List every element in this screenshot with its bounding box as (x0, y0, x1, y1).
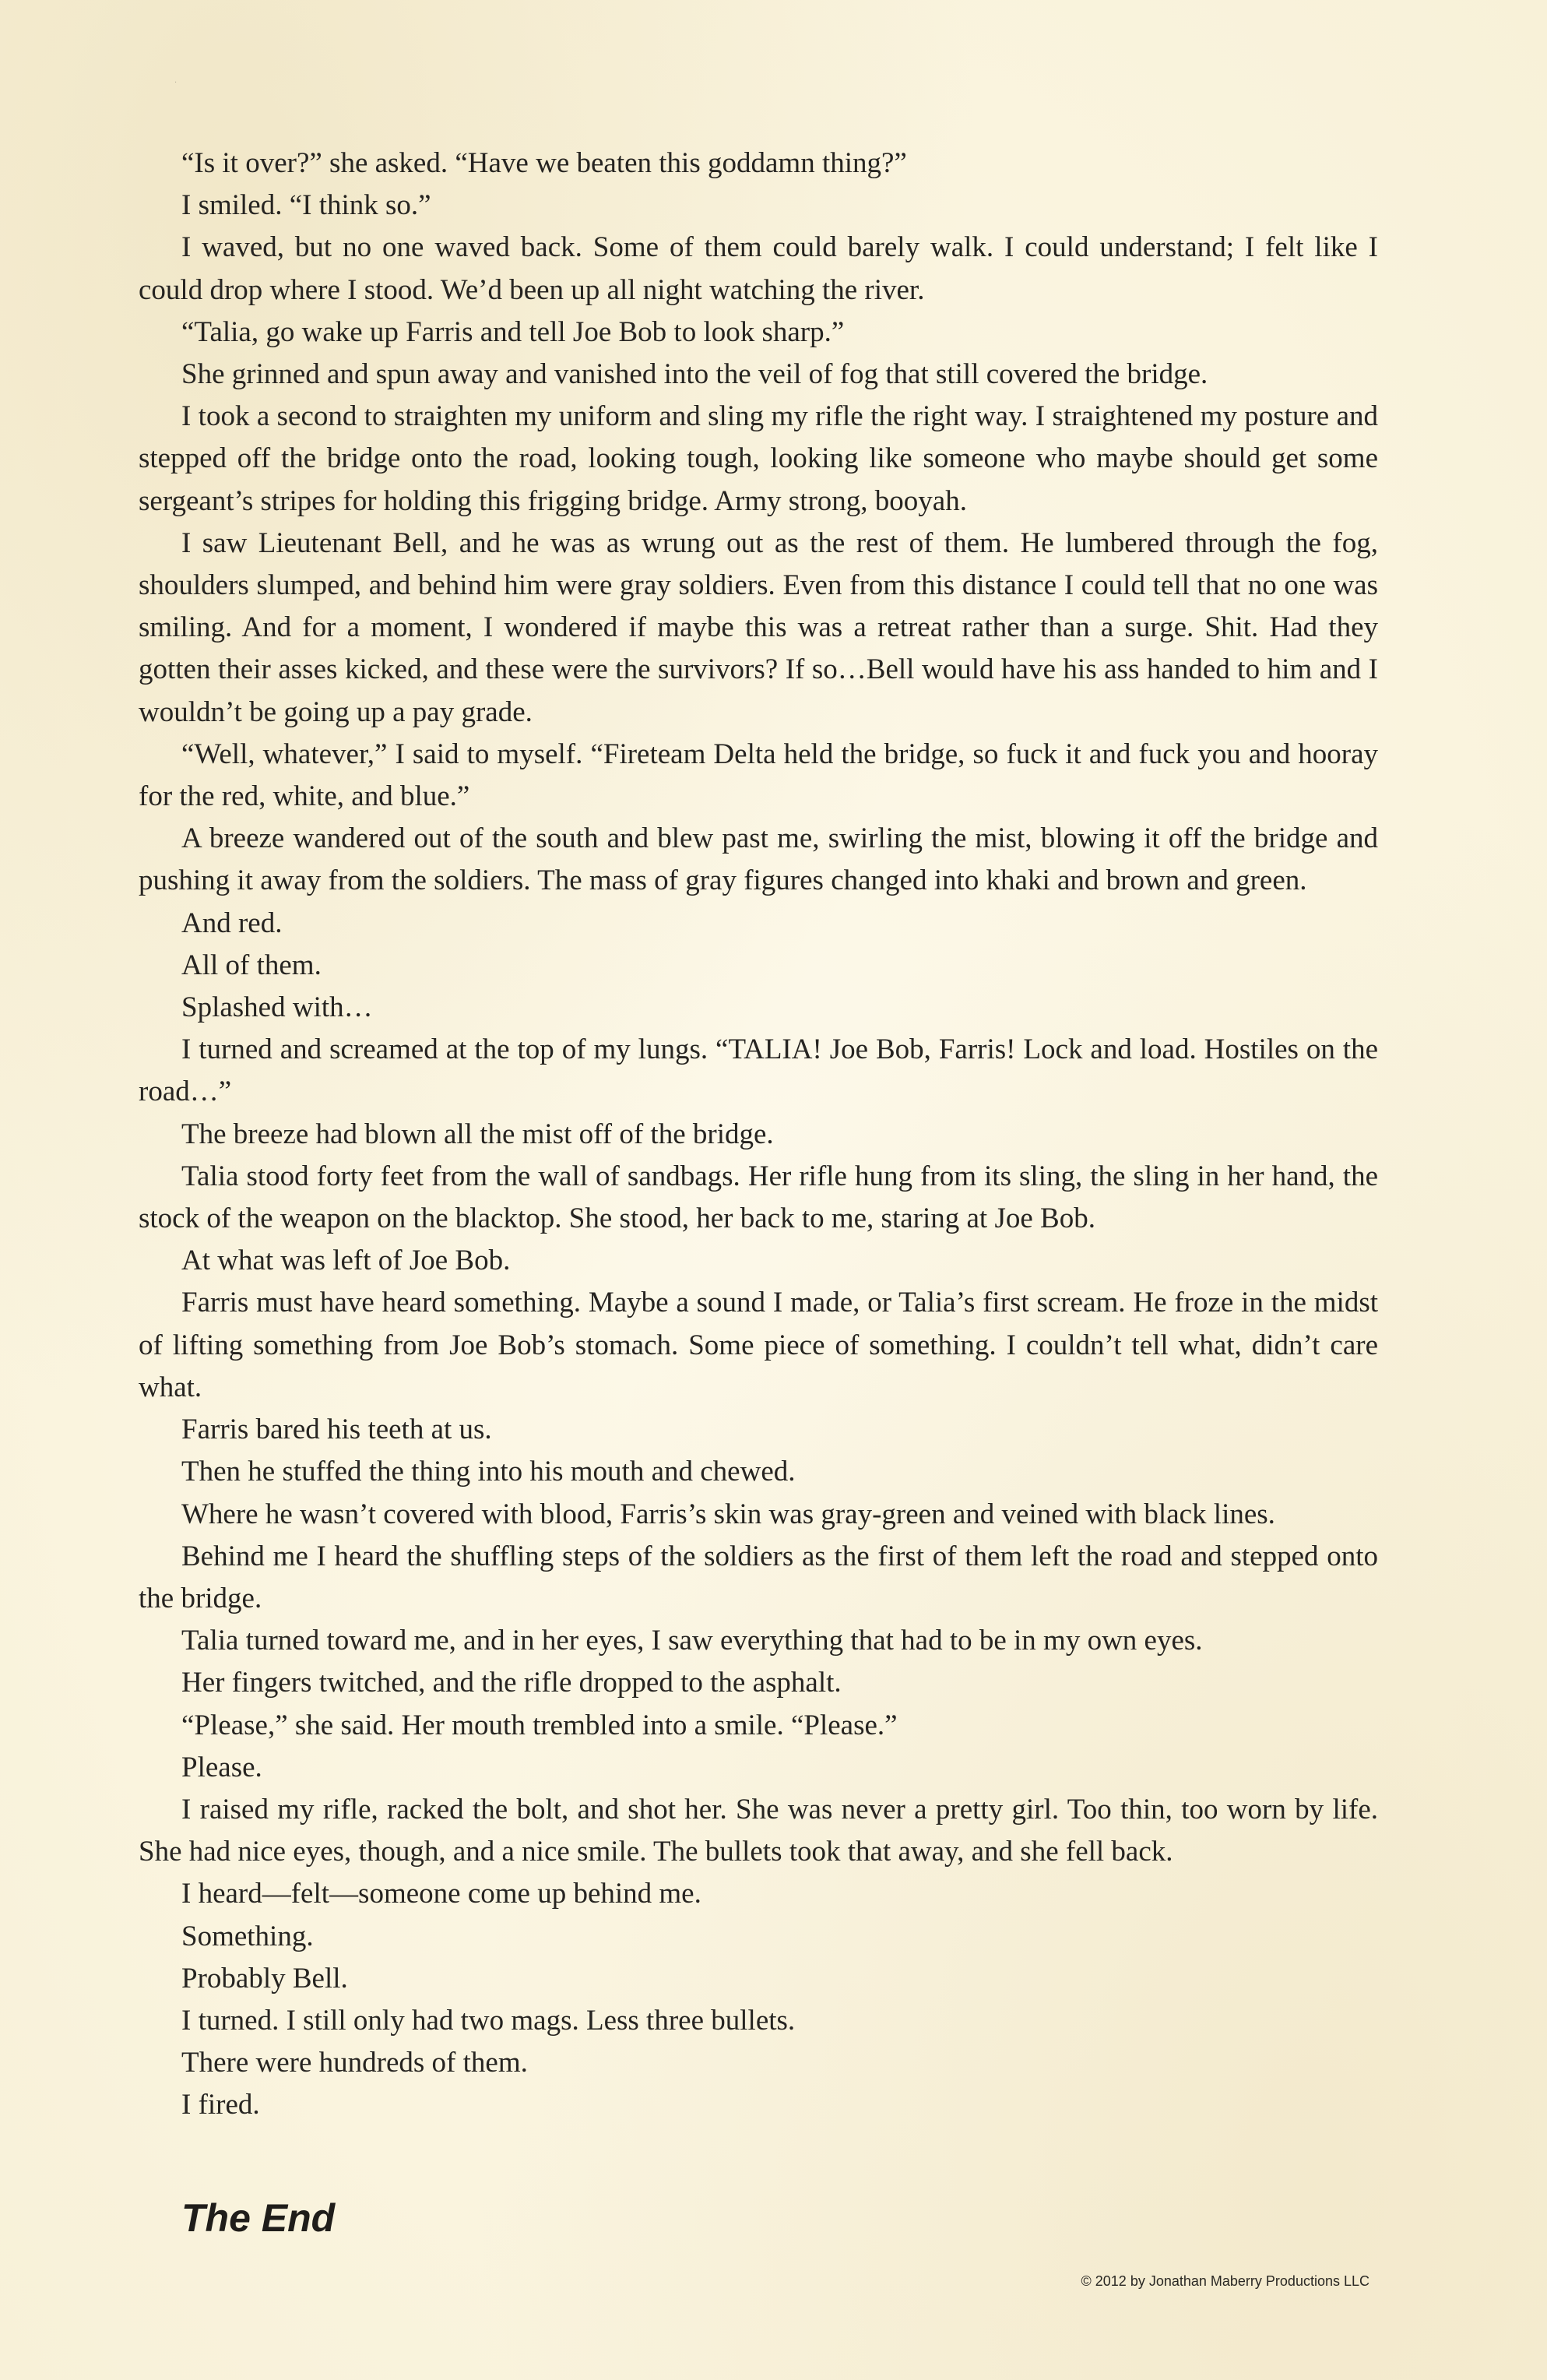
paragraph: “Talia, go wake up Farris and tell Joe Bob to look sharp.” (181, 315, 845, 348)
paragraph: Something. (181, 1920, 314, 1952)
page-speck: · (174, 79, 178, 87)
paragraph: Where he wasn’t covered with blood, Farris’s skin was gray-green and veined with black lines. (181, 1498, 1275, 1530)
copyright-notice: © 2012 by Jonathan Maberry Productions LLC (1081, 2273, 1369, 2289)
paragraph: I smiled. “I think so.” (181, 189, 431, 222)
paragraph: Please. (181, 1751, 262, 1783)
paragraph: “Is it over?” she asked. “Have we beaten this goddamn thing?” (181, 147, 907, 179)
paragraph: I took a second to straighten my uniform and sling my rifle the right way. I straightened my posture and stepped off the bridge onto the road, looking tough, looking like someone who maybe should get some sergeant’s stripes for holding this frigging bridge. Army strong, booyah. (139, 400, 1378, 517)
paragraph: There were hundreds of them. (181, 2047, 528, 2079)
paragraph: Her fingers twitched, and the rifle dropped to the asphalt. (181, 1667, 842, 1699)
paragraph: I raised my rifle, racked the bolt, and shot her. She was never a pretty girl. Too thin, too worn by life. She had nice eyes, though, and a nice smile. The bullets took that away, and she fell back. (139, 1793, 1378, 1868)
paragraph: At what was left of Joe Bob. (181, 1245, 511, 1277)
paragraph: Behind me I heard the shuffling steps of the soldiers as the first of them left the road and stepped onto the bridge. (139, 1540, 1378, 1614)
paragraph: I turned. I still only had two mags. Less three bullets. (181, 2004, 796, 2037)
story-text (139, 143, 1378, 2127)
paragraph: All of them. (181, 949, 322, 981)
paragraph: Talia turned toward me, and in her eyes, I saw everything that had to be in my own eyes. (181, 1625, 1203, 1657)
paragraph: Farris bared his teeth at us. (181, 1414, 492, 1446)
paragraph: She grinned and spun away and vanished into the veil of fog that still covered the bridge. (181, 358, 1208, 391)
paragraph: Farris must have heard something. Maybe a sound I made, or Talia’s first scream. He froze in the midst of lifting something from Joe Bob’s stomach. Some piece of something. I couldn’t tell what, didn’t care what. (139, 1287, 1378, 1403)
paragraph: The breeze had blown all the mist off of the bridge. (181, 1118, 774, 1150)
paragraph: I waved, but no one waved back. Some of them could barely walk. I could understand; I felt like I could drop where I stood. We’d been up all night watching the river. (139, 231, 1378, 306)
paragraph: I fired. (181, 2089, 260, 2121)
paragraph: Probably Bell. (181, 1962, 348, 1994)
paragraph: Talia stood forty feet from the wall of sandbags. Her rifle hung from its sling, the sling in her hand, the stock of the weapon on the blacktop. She stood, her back to me, staring at Joe Bob. (139, 1160, 1378, 1235)
paragraph: I saw Lieutenant Bell, and he was as wrung out as the rest of them. He lumbered through the fog, shoulders slumped, and behind him were gray soldiers. Even from this distance I could tell that no one was smiling. And for a moment, I wondered if maybe this was a retreat rather than a surge. Shit. Had they gotten their asses kicked, and these were the survivors? If so…Bell would have his ass handed to him and I wouldn’t be going up a pay grade. (139, 526, 1378, 728)
paragraph: Splashed with… (181, 991, 373, 1024)
paragraph: “Please,” she said. Her mouth trembled into a smile. “Please.” (181, 1709, 898, 1741)
paragraph: “Well, whatever,” I said to myself. “Fireteam Delta held the bridge, so fuck it and fuck you and hooray for the red, white, and blue.” (139, 738, 1378, 813)
paragraph: I turned and screamed at the top of my lungs. “TALIA! Joe Bob, Farris! Lock and load. Hostiles on the road…” (139, 1033, 1378, 1108)
paragraph: And red. (181, 907, 283, 939)
the-end-heading: The End (181, 2196, 336, 2240)
paragraph: I heard—felt—someone come up behind me. (181, 1878, 701, 1910)
paragraph: A breeze wandered out of the south and blew past me, swirling the mist, blowing it off the bridge and pushing it away from the soldiers. The mass of gray figures changed into khaki and brown and green. (139, 822, 1378, 897)
paragraph: Then he stuffed the thing into his mouth and chewed. (181, 1456, 796, 1488)
